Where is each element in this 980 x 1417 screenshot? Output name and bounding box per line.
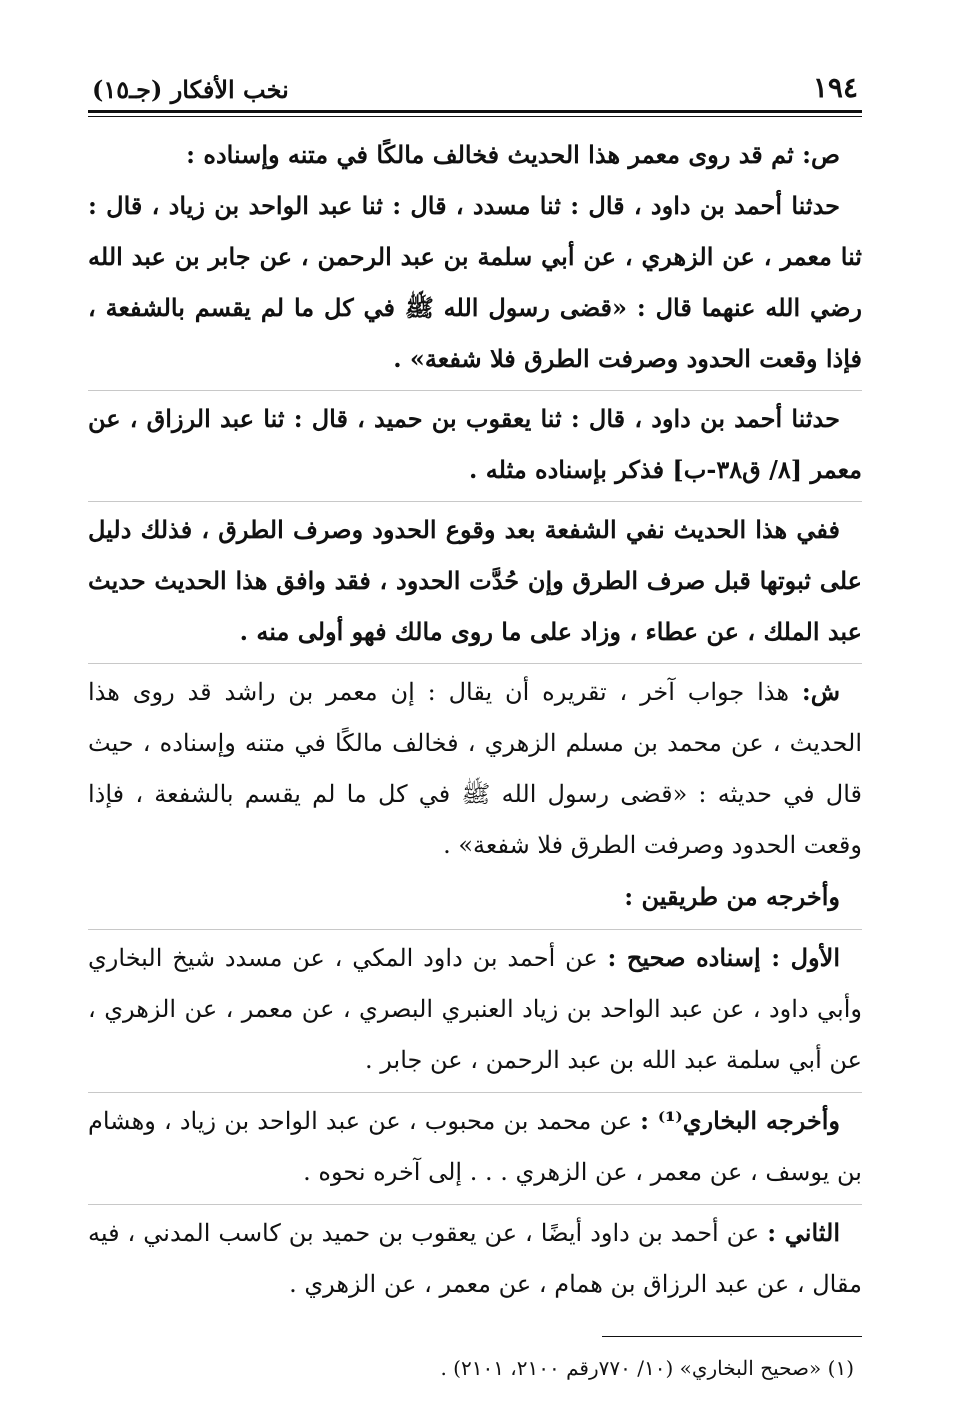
paragraph [88,501,862,657]
paragraph-lead: ص: [802,140,840,169]
paragraph-text: هذا جواب آخر ، تقريره أن يقال : إن معمر بن راشد قد روى هذا الحديث ، عن محمد بن مسلم الزهري ، فخالف مالكًا في متنه وإسناده ، حيث قال في حديثه : «قضى رسول الله ﷺ في كل ما لم يقسم بالشفعة ، فإذا وقعت الحدود وصرفت الطرق فلا شفعة» . [88,678,862,859]
paragraph [88,1092,862,1198]
paragraph [88,1204,862,1310]
paragraph-lead: وأخرجه من طريقين : [624,882,840,911]
paragraph [88,129,862,180]
page-body [88,129,862,1310]
footnote: (١) «صحيح البخاري» (١٠/ ٧٧٠رقم ٢١٠٠، ٢١٠١) . [440,1356,854,1380]
paragraph-text: عن أحمد بن داود أيضًا ، عن يعقوب بن حميد بن كاسب المدني ، فيه مقال ، عن عبد الرزاق بن همام ، عن معمر ، عن الزهري . [88,1219,862,1298]
footnote-rule [602,1336,862,1337]
paragraph-text: عن أحمد بن داود المكي ، عن مسدد شيخ البخاري وأبي داود ، عن عبد الواحد بن زياد العنبري البصري ، عن معمر ، عن الزهري ، عن أبي سلمة عبد الله بن عبد الرحمن ، عن جابر . [88,944,862,1074]
paragraph-text: ففي هذا الحديث نفي الشفعة بعد وقوع الحدود وصرف الطرق ، فذلك دليل على ثبوتها قبل صرف الطرق وإن حُدَّت الحدود ، فقد وافق هذا الحديث حديث عبد الملك ، عن عطاء ، وزاد على ما روى مالك فهو أولى منه . [88,515,862,646]
book-title: نخب الأفكار (جـ١٥) [92,75,289,104]
header-rule [88,110,862,113]
paragraph-text: حدثنا أحمد بن داود ، قال : ثنا مسدد ، قال : ثنا عبد الواحد بن زياد ، قال : ثنا معمر ، عن الزهري ، عن أبي سلمة بن عبد الرحمن ، عن جابر بن عبد الله رضي الله عنهما قال : «قضى رسول الله ﷺ في كل ما لم يقسم بالشفعة ، فإذا وقعت الحدود وصرفت الطرق فلا شفعة» . [88,191,862,373]
paragraph-text: ثم قد روى معمر هذا الحديث فخالف مالكًا في متنه وإسناده : [186,140,803,169]
header-rule-thin [88,116,862,117]
paragraph [88,929,862,1086]
paragraph-lead: وأخرجه البخاري⁽¹⁾ : [640,1106,840,1135]
paragraph [88,871,862,923]
paragraph-lead: ش: [801,677,840,706]
paragraph-lead: الثاني : [767,1218,841,1247]
page-number: ١٩٤ [812,71,858,104]
running-header [88,60,862,104]
book-page [88,60,862,1385]
paragraph [88,390,862,495]
paragraph [88,180,862,384]
paragraph-lead: الأول : إسناده صحيح : [607,943,840,972]
paragraph-text: حدثنا أحمد بن داود ، قال : ثنا يعقوب بن حميد ، قال : ثنا عبد الرزاق ، عن معمر [٨/ ق٣٨-ب] فذكر بإسناده مثله . [88,404,862,484]
paragraph-text: عن محمد بن محبوب ، عن عبد الواحد بن زياد ، وهشام بن يوسف ، عن معمر ، عن الزهري . . . إلى آخره نحوه . [88,1107,862,1186]
paragraph [88,663,862,871]
